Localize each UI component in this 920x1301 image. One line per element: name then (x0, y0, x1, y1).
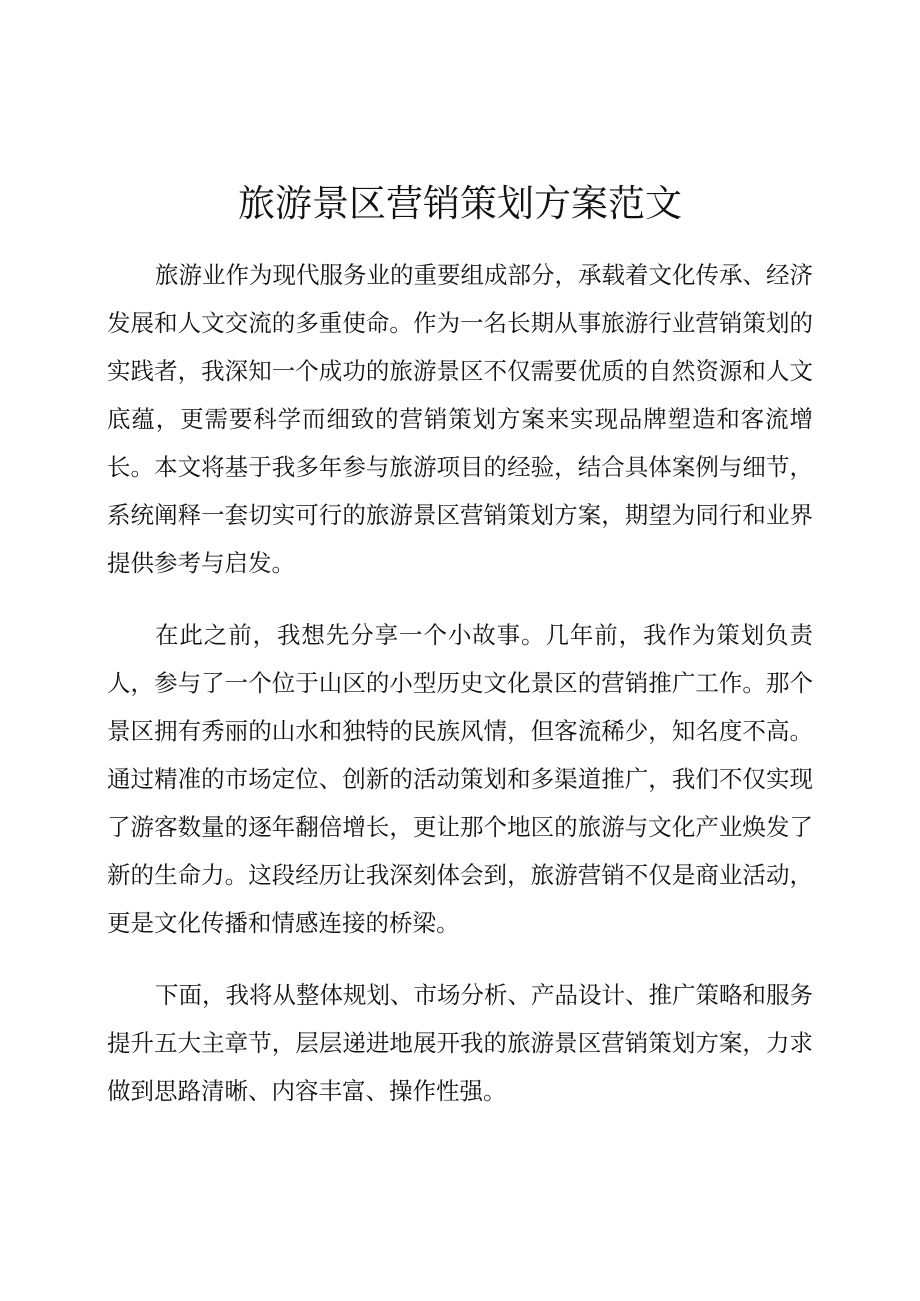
paragraph-intro: 旅游业作为现代服务业的重要组成部分，承载着文化传承、经济发展和人文交流的多重使命。作为一名长期从事旅游行业营销策划的实践者，我深知一个成功的旅游景区不仅需要优质的自然资源和人文底蕴，更需要科学而细致的营销策划方案来实现品牌塑造和客流增长。本文将基于我多年参与旅游项目的经验，结合具体案例与细节，系统阐释一套切实可行的旅游景区营销策划方案，期望为同行和业界提供参考与启发。 (107, 261, 813, 577)
document-title: 旅游景区营销策划方案范文 (238, 182, 682, 225)
paragraph-outline: 下面，我将从整体规划、市场分析、产品设计、推广策略和服务提升五大主章节，层层递进地展开我的旅游景区营销策划方案，力求做到思路清晰、内容丰富、操作性强。 (107, 981, 813, 1105)
paragraph-story: 在此之前，我想先分享一个小故事。几年前，我作为策划负责人，参与了一个位于山区的小型历史文化景区的营销推广工作。那个景区拥有秀丽的山水和独特的民族风情，但客流稀少，知名度不高。通过精准的市场定位、创新的活动策划和多渠道推广，我们不仅实现了游客数量的逐年翻倍增长，更让那个地区的旅游与文化产业焕发了新的生命力。这段经历让我深刻体会到，旅游营销不仅是商业活动，更是文化传播和情感连接的桥梁。 (107, 621, 813, 937)
